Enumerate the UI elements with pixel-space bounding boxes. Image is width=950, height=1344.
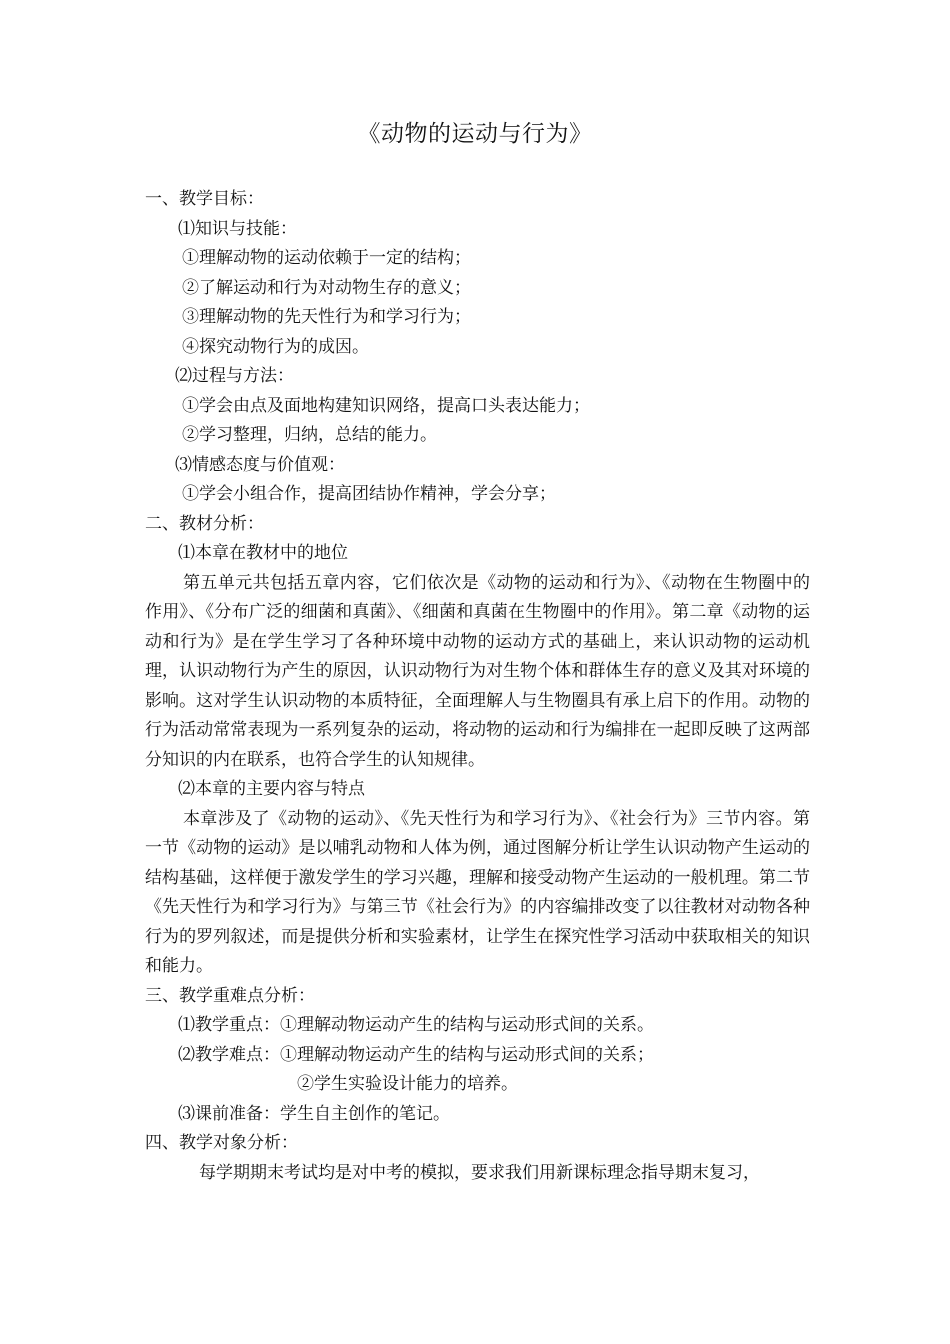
- subheading-chapter-content: ⑵本章的主要内容与特点: [178, 779, 365, 799]
- section-heading-audience-analysis: 四、教学对象分析：: [145, 1133, 298, 1153]
- list-item-difficulty: ⑵教学难点：①理解动物运动产生的结构与运动形式间的关系；: [178, 1044, 654, 1065]
- list-item: ①理解动物的运动依赖于一定的结构；: [182, 248, 471, 268]
- list-item: ①学会小组合作，提高团结协作精神，学会分享；: [182, 484, 556, 504]
- list-item-difficulty-continued: ②学生实验设计能力的培养。: [297, 1074, 518, 1094]
- list-item: ②学习整理，归纳，总结的能力。: [182, 425, 437, 445]
- document-title: 《动物的运动与行为》: [357, 121, 593, 147]
- document-body: [145, 185, 810, 1188]
- section-heading-key-points: 三、教学重难点分析：: [145, 985, 315, 1006]
- list-item: ③理解动物的先天性行为和学习行为；: [182, 307, 471, 327]
- subheading-attitudes-values: ⑶情感态度与价值观：: [175, 454, 345, 475]
- paragraph-audience-analysis: 每学期期末考试均是对中考的模拟，要求我们用新课标理念指导期末复习，: [199, 1162, 760, 1183]
- paragraph-chapter-content: 本章涉及了《动物的运动》、《先天性行为和学习行为》、《社会行为》三节内容。第一节《动物的运动》是以哺乳动物和人体为例，通过图解分析让学生认识动物产生运动的结构基础，这样便于激发学生的学习兴趣，理解和接受动物产生运动的一般机理。第二节《先天性行为和学习行为》与第三节《社会行为》的内容编排改变了以往教材对动物各种行为的罗列叙述，而是提供分析和实验素材，让学生在探究性学习活动中获取相关的知识和能力。: [145, 808, 810, 976]
- list-item-preparation: ⑶课前准备：学生自主创作的笔记。: [178, 1103, 450, 1124]
- section-heading-teaching-objectives: 一、教学目标：: [145, 189, 264, 209]
- list-item-key-point: ⑴教学重点：①理解动物运动产生的结构与运动形式间的关系。: [178, 1015, 654, 1035]
- list-item: ②了解运动和行为对动物生存的意义；: [182, 277, 471, 298]
- subheading-knowledge-skills: ⑴知识与技能：: [178, 218, 297, 239]
- list-item: ④探究动物行为的成因。: [182, 336, 369, 357]
- subheading-chapter-position: ⑴本章在教材中的地位: [178, 543, 348, 563]
- paragraph-chapter-position: 第五单元共包括五章内容，它们依次是《动物的运动和行为》、《动物在生物圈中的作用》、《分布广泛的细菌和真菌》、《细菌和真菌在生物圈中的作用》。第二章《动物的运动和行为》是在学生学习了各种环境中动物的运动方式的基础上，来认识动物的运动机理，认识动物行为产生的原因，认识动物行为对生物个体和群体生存的意义及其对环境的影响。这对学生认识动物的本质特征，全面理解人与生物圈具有承上启下的作用。动物的行为活动常常表现为一系列复杂的运动，将动物的运动和行为编排在一起即反映了这两部分知识的内在联系，也符合学生的认知规律。: [145, 572, 810, 770]
- subheading-process-methods: ⑵过程与方法：: [175, 366, 294, 386]
- section-heading-textbook-analysis: 二、教材分析：: [145, 513, 264, 534]
- list-item: ①学会由点及面地构建知识网络，提高口头表达能力；: [182, 395, 590, 416]
